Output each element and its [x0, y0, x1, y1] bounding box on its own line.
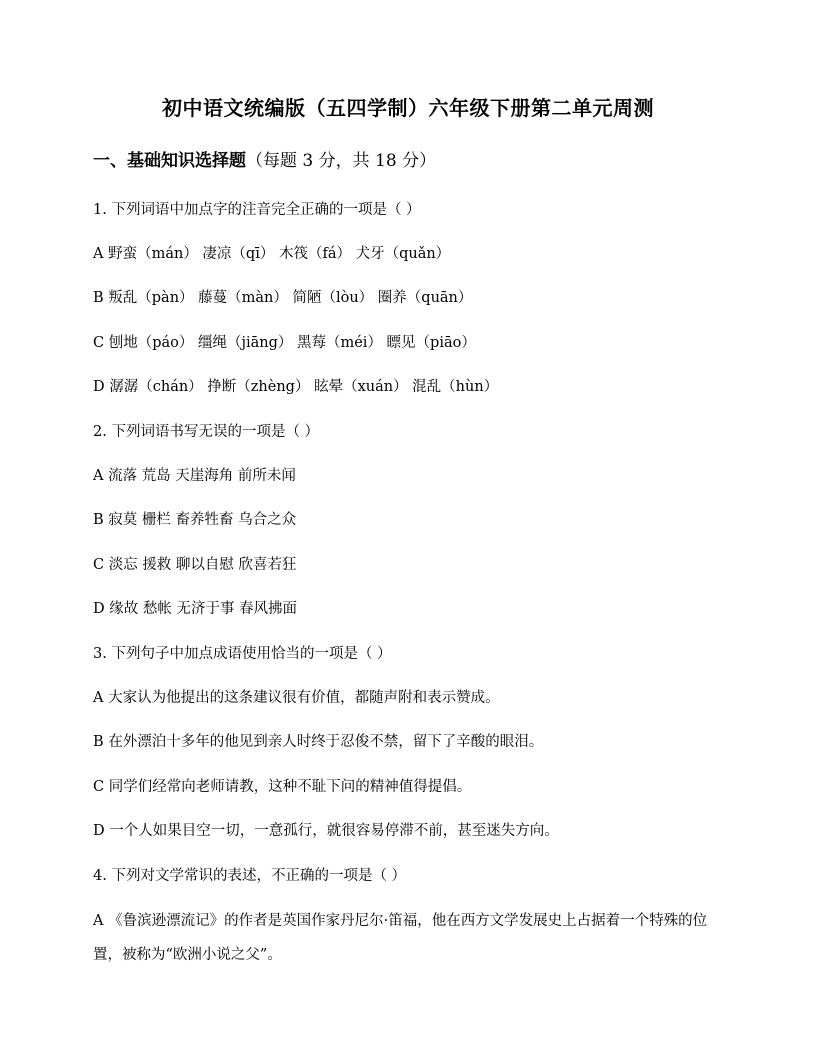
- question-3-option-d: D 一个人如果目空一切，一意孤行，就很容易停滞不前，甚至迷失方向。: [93, 823, 559, 839]
- question-3-option-b: B 在外漂泊十多年的他见到亲人时终于忍俊不禁，留下了辛酸的眼泪。: [93, 734, 544, 750]
- document-title: 初中语文统编版（五四学制）六年级下册第二单元周测: [162, 96, 654, 120]
- question-2-option-d: D 缘故 愁帐 无济于事 春风拂面: [93, 601, 298, 617]
- question-1-option-b: B 叛乱（pàn） 藤蔓（màn） 简陋（lòu） 圈养（quān）: [93, 290, 473, 306]
- question-4-stem: 4. 下列对文学常识的表述，不正确的一项是（ ）: [93, 868, 407, 884]
- question-4-option-a: A 《鲁滨逊漂流记》的作者是英国作家丹尼尔·笛福，他在西方文学发展史上占据着一个特殊的位置，被称为“欧洲小说之父”。: [93, 913, 708, 963]
- question-1-option-c: C 刨地（páo） 缰绳（jiāng） 黑莓（méi） 瞟见（piāo）: [93, 335, 476, 351]
- question-2-option-a: A 流落 荒岛 天崖海角 前所未闻: [93, 468, 296, 484]
- question-1-option-a: A 野蛮（mán） 凄凉（qī） 木筏（fá） 犬牙（quǎn）: [93, 246, 451, 262]
- section-score-note: （每题 3 分，共 18 分）: [246, 151, 437, 171]
- question-2-option-c: C 淡忘 援救 聊以自慰 欣喜若狂: [93, 557, 297, 573]
- section-heading-text: 一、基础知识选择题: [93, 151, 246, 171]
- question-3-option-c: C 同学们经常向老师请教，这种不耻下问的精神值得提倡。: [93, 779, 472, 795]
- question-3-stem: 3. 下列句子中加点成语使用恰当的一项是（ ）: [93, 646, 392, 662]
- question-1-option-d: D 潺潺（chán） 挣断（zhèng） 眩晕（xuán） 混乱（hùn）: [93, 379, 499, 395]
- section-heading: [93, 149, 436, 173]
- question-2-stem: 2. 下列词语书写无误的一项是（ ）: [93, 424, 320, 440]
- question-2-option-b: B 寂莫 栅栏 畜养牲畜 乌合之众: [93, 512, 297, 528]
- question-1-stem: 1. 下列词语中加点字的注音完全正确的一项是（ ）: [93, 202, 421, 218]
- question-3-option-a: A 大家认为他提出的这条建议很有价值，都随声附和表示赞成。: [93, 690, 500, 706]
